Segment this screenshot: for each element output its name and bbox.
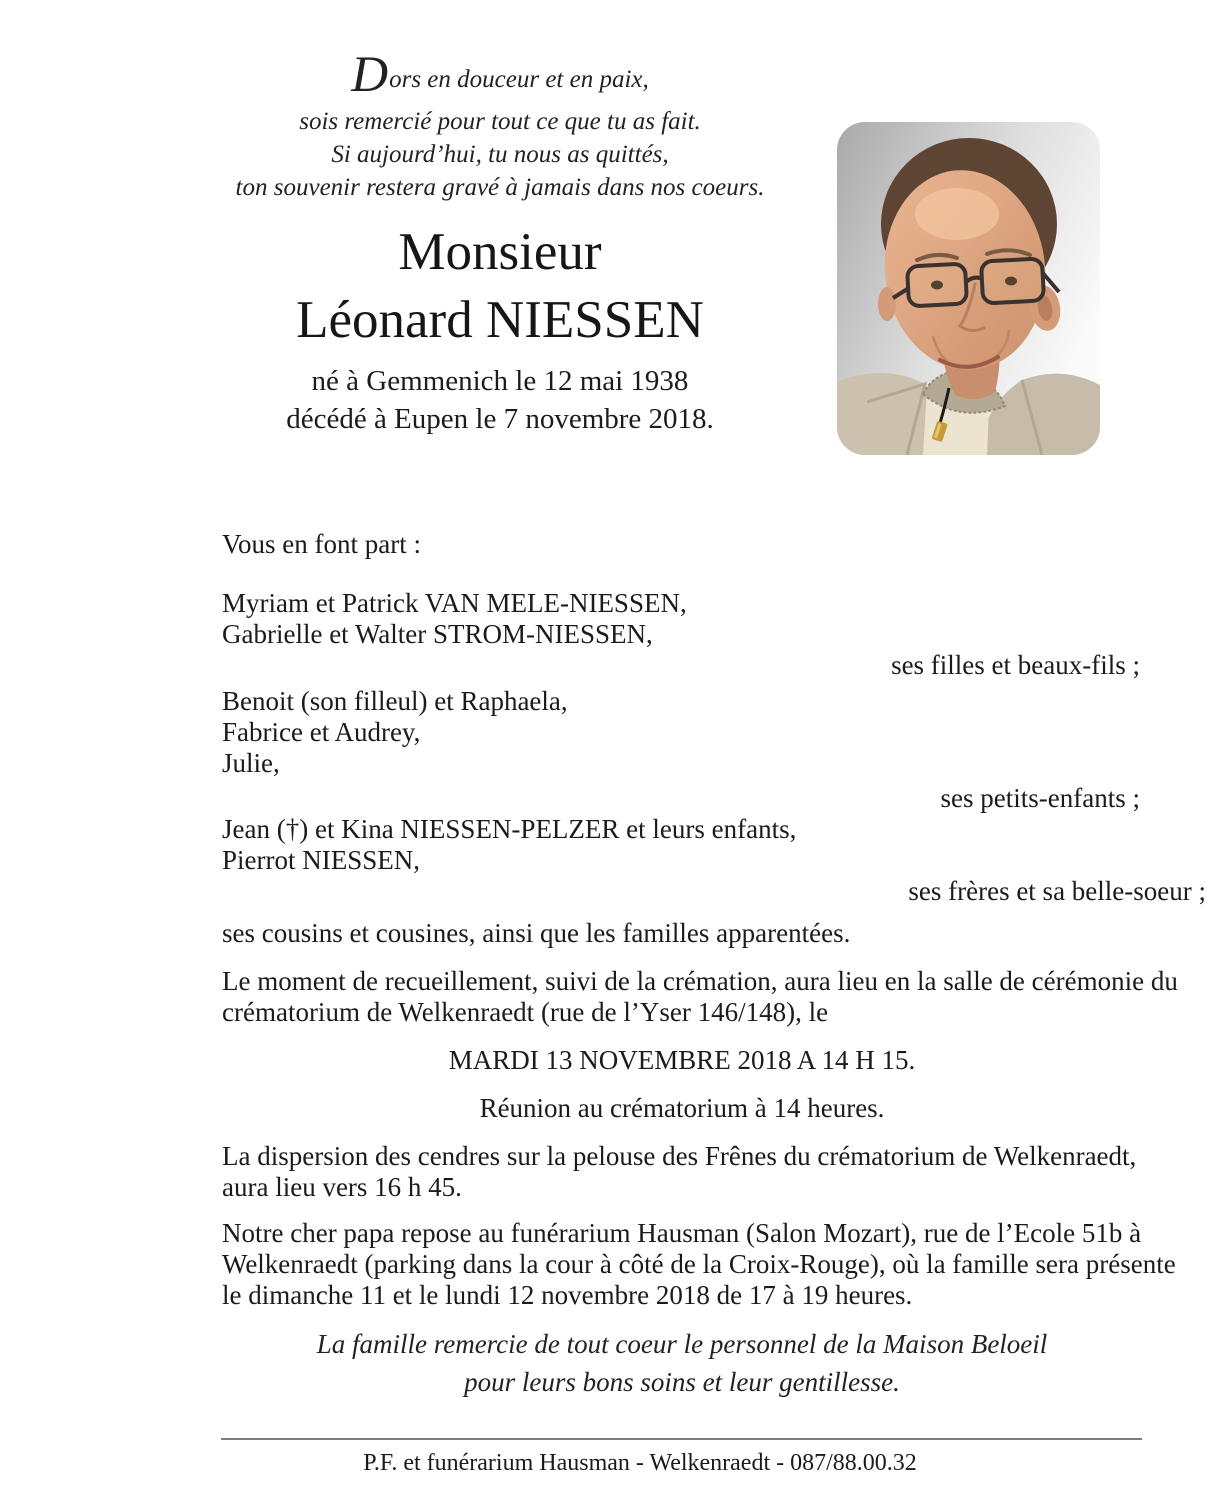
- funeral-home-footer: P.F. et funérarium Hausman - Welkenraedt - 087/88.00.32: [363, 1450, 917, 1476]
- dispersion-line: aura lieu vers 16 h 45.: [222, 1172, 462, 1202]
- family-thanks: [222, 1325, 1142, 1401]
- family-member-line: Jean (†) et Kina NIESSEN-PELZER et leurs enfants,: [222, 814, 797, 844]
- quote-line-2: sois remercié pour tout ce que tu as fait.: [299, 108, 701, 135]
- repose-line: Welkenraedt (parking dans la cour à côté de la Croix-Rouge), où la famille sera présente: [222, 1249, 1176, 1279]
- ceremony-meeting-line: Réunion au crématorium à 14 heures.: [479, 1093, 885, 1123]
- repose-paragraph: [222, 1218, 1176, 1311]
- dispersion-line: La dispersion des cendres sur la pelouse des Frênes du crématorium de Welkenraedt,: [222, 1141, 1137, 1171]
- family-member-line: Fabrice et Audrey,: [222, 717, 421, 747]
- family-member-line: Benoit (son filleul) et Raphaela,: [222, 686, 568, 716]
- deceased-header: [0, 218, 1000, 438]
- death-info: décédé à Eupen le 7 novembre 2018.: [286, 403, 714, 435]
- birth-info: né à Gemmenich le 12 mai 1938: [311, 365, 689, 397]
- quote-drop-cap: D: [351, 47, 390, 103]
- ceremony-paragraph: [222, 966, 1178, 1028]
- thanks-line-2: pour leurs bons soins et leur gentillesse.: [464, 1367, 900, 1397]
- quote-line-1: [0, 47, 1000, 105]
- announcement-intro: Vous en font part :: [222, 529, 421, 559]
- ceremony-line: Le moment de recueillement, suivi de la crémation, aura lieu en la salle de cérémonie du: [222, 966, 1178, 996]
- thanks-line-1: La famille remercie de tout coeur le personnel de la Maison Beloeil: [316, 1329, 1048, 1359]
- quote-line-3: Si aujourd’hui, tu nous as quittés,: [331, 141, 669, 168]
- quote-line-4: ton souvenir restera gravé à jamais dans nos coeurs.: [235, 174, 765, 201]
- ceremony-date-line: MARDI 13 NOVEMBRE 2018 A 14 H 15.: [448, 1045, 916, 1075]
- family-member-line: Myriam et Patrick VAN MELE-NIESSEN,: [222, 588, 687, 618]
- life-dates: [0, 362, 1000, 438]
- repose-line: le dimanche 11 et le lundi 12 novembre 2018 de 17 à 19 heures.: [222, 1280, 913, 1310]
- family-member-line: Gabrielle et Walter STROM-NIESSEN,: [222, 619, 653, 649]
- family-member-line: Julie,: [222, 748, 280, 778]
- ashes-dispersion-paragraph: [222, 1141, 1142, 1203]
- footer-divider: [221, 1438, 1142, 1440]
- relation-label-grandchildren: ses petits-enfants ;: [940, 783, 1140, 813]
- family-member-line: Pierrot NIESSEN,: [222, 845, 420, 875]
- relation-label-daughters: ses filles et beaux-fils ;: [891, 650, 1140, 680]
- quote-line-1-text: ors en douceur et en paix,: [389, 66, 649, 93]
- deceased-title: Monsieur: [398, 223, 602, 281]
- repose-line: Notre cher papa repose au funérarium Hausman (Salon Mozart), rue de l’Ecole 51b à: [222, 1218, 1142, 1248]
- family-closing-line: ses cousins et cousines, ainsi que les familles apparentées.: [222, 918, 851, 948]
- deceased-name: Léonard NIESSEN: [296, 291, 704, 349]
- family-list: [222, 588, 1206, 949]
- relation-label-brothers: ses frères et sa belle-soeur ;: [908, 876, 1206, 906]
- ceremony-line: crématorium de Welkenraedt (rue de l’Yser 146/148), le: [222, 997, 829, 1027]
